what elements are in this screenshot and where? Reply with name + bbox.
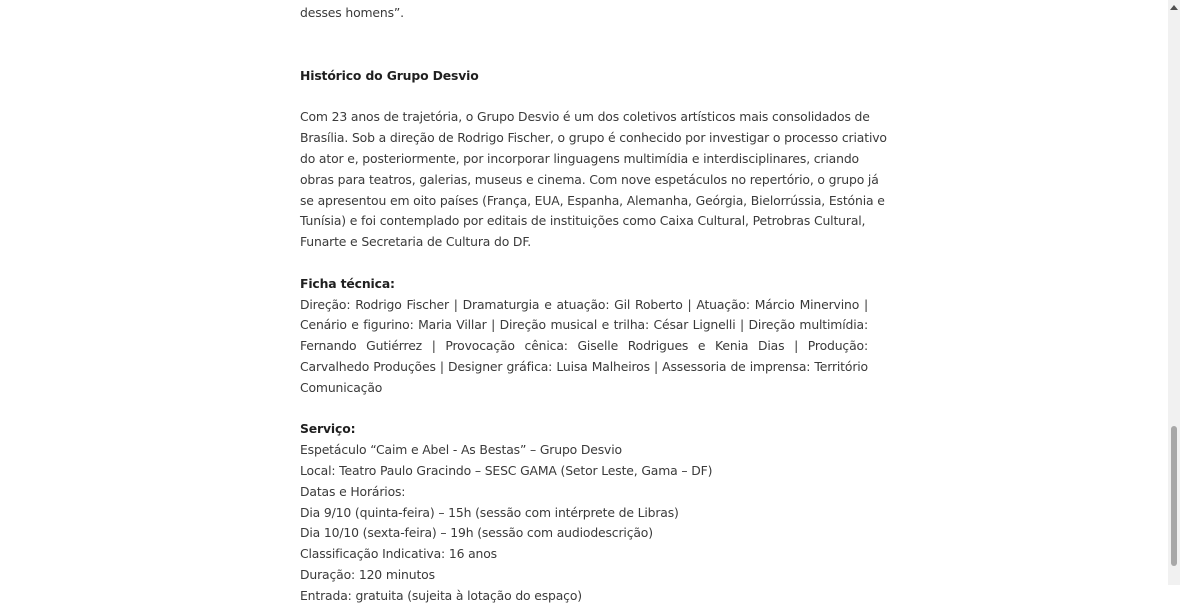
servico-line: Duração: 120 minutos — [300, 566, 435, 582]
historico-paragraph — [300, 107, 887, 253]
intro-paragraph-tail: desses homens”. — [300, 5, 404, 20]
servico-list — [300, 440, 868, 606]
scroll-up-arrow-icon[interactable] — [1170, 5, 1178, 10]
vertical-scrollbar[interactable] — [1168, 0, 1180, 585]
servico-line: Espetáculo “Caim e Abel - As Bestas” – Grupo Desvio — [300, 442, 622, 458]
servico-line: Dia 10/10 (sexta-feira) – 19h (sessão com audiodescrição) — [300, 525, 653, 541]
historico-line: Brasília. Sob a direção de Rodrigo Fischer, o grupo é conhecido por investigar o processo criativo — [300, 130, 887, 146]
historico-heading: Histórico do Grupo Desvio — [300, 67, 479, 83]
ficha-paragraph: Direção: Rodrigo Fischer | Dramaturgia e atuação: Gil Roberto | Atuação: Márcio Minervino | Cenário e figurino: Maria Villar | Direção musical e trilha: César Lignelli | Direção multimídia: Fernando Gutiérrez | Provocação cênica: Giselle Rodrigues e Kenia Dias | Produção: Carvalhedo Produções | Designer gráfica: Luisa Malheiros | Assessoria de imprensa: Território Comunicação — [300, 296, 868, 395]
historico-line: Tunísia) e foi contemplado por editais de instituições como Caixa Cultural, Petrobras Cultural, — [300, 213, 866, 229]
historico-line: se apresentou em oito países (França, EUA, Espanha, Alemanha, Geórgia, Bielorrússia, Estónia e — [300, 192, 885, 208]
servico-line: Local: Teatro Paulo Gracindo – SESC GAMA (Setor Leste, Gama – DF) — [300, 462, 713, 478]
ficha-heading: Ficha técnica: — [300, 275, 395, 291]
servico-heading: Serviço: — [300, 421, 356, 437]
historico-line: Com 23 anos de trajetória, o Grupo Desvio é um dos coletivos artísticos mais consolidados de — [300, 109, 870, 125]
scrollbar-thumb[interactable] — [1171, 426, 1177, 566]
servico-line: Dia 9/10 (quinta-feira) – 15h (sessão com intérprete de Libras) — [300, 504, 679, 520]
article-body — [300, 3, 887, 607]
historico-line: do ator e, posteriormente, por incorporar linguagens multimídia e interdisciplinares, criando — [300, 150, 859, 166]
historico-line: obras para teatros, galerias, museus e cinema. Com nove espetáculos no repertório, o grupo já — [300, 171, 879, 187]
historico-line: Funarte e Secretaria de Cultura do DF. — [300, 234, 532, 250]
servico-line: Classificação Indicativa: 16 anos — [300, 546, 497, 562]
servico-line: Datas e Horários: — [300, 483, 406, 499]
servico-line: Entrada: gratuita (sujeita à lotação do espaço) — [300, 587, 582, 603]
